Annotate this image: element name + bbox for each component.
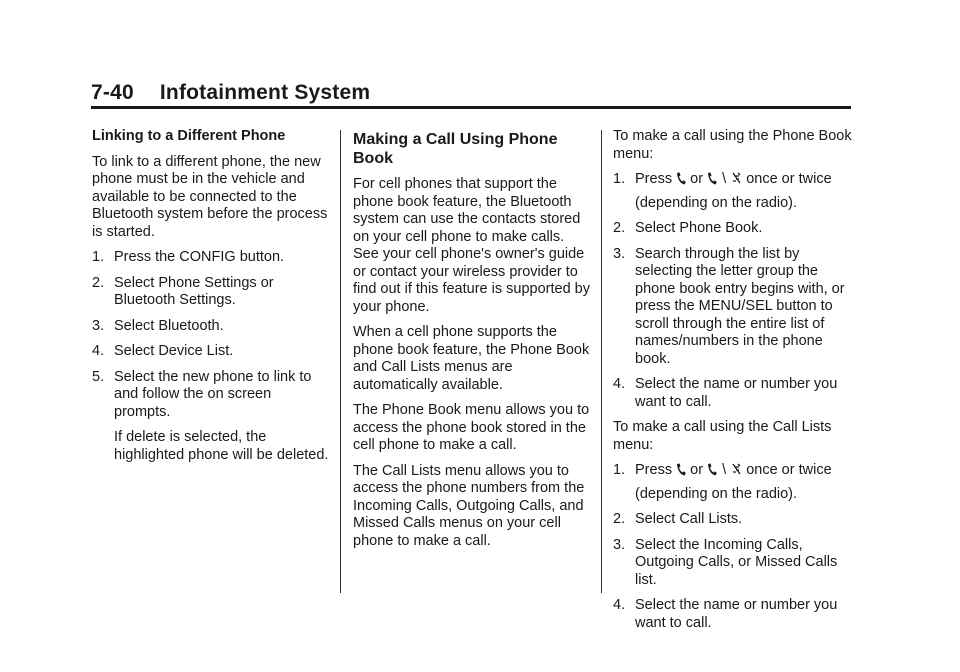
phone-icon	[707, 172, 717, 185]
phone-icon	[707, 463, 717, 476]
step-number: 5.	[92, 368, 105, 385]
step-tail: once or twice	[746, 462, 832, 478]
step-number: 4.	[92, 343, 105, 359]
step-number: 2.	[613, 220, 626, 236]
page-number: 7-40	[91, 81, 134, 104]
step-text: Select the Incoming Calls, Outgoing Calls, or Missed Calls list.	[635, 536, 838, 588]
page-header	[91, 80, 851, 106]
column-3	[613, 128, 853, 640]
list-item	[613, 597, 853, 632]
column-divider-1	[340, 130, 341, 593]
step-text: Select Call Lists.	[635, 511, 743, 527]
header-text	[91, 80, 851, 106]
step-subtext: (depending on the radio).	[635, 194, 798, 211]
phone-icon	[676, 463, 686, 476]
list-item	[92, 318, 330, 336]
delete-note: If delete is selected, the highlighted phone will be deleted.	[114, 429, 329, 463]
step-number: 1.	[613, 171, 626, 187]
phone-book-steps	[613, 171, 853, 411]
list-item	[613, 462, 853, 503]
header-rule	[91, 106, 851, 109]
step-text: Select Phone Book.	[635, 220, 763, 236]
or-word: or	[690, 171, 704, 187]
step-text: Select the new phone to link to and follow the on screen prompts.	[114, 368, 312, 420]
section-title-phone-book-call: Making a Call Using Phone Book	[353, 131, 558, 167]
step-number: 1.	[613, 462, 626, 478]
step-subtext: (depending on the radio).	[635, 485, 798, 502]
step-text: Select the name or number you want to call.	[635, 597, 838, 631]
list-item	[92, 369, 330, 422]
list-item	[613, 220, 853, 238]
column-divider-2	[601, 130, 602, 593]
step-text: Select Phone Settings or Bluetooth Settings.	[114, 274, 274, 308]
slash-separator: \	[722, 462, 727, 478]
step-tail: once or twice	[746, 171, 832, 187]
step-number: 3.	[613, 536, 626, 553]
chapter-title: Infotainment System	[159, 81, 371, 104]
phone-book-intro: To make a call using the Phone Book menu:	[613, 128, 852, 162]
list-item	[92, 249, 330, 267]
list-item	[92, 275, 330, 310]
slash-separator: \	[722, 171, 727, 187]
paragraph: The Phone Book menu allows you to access the phone book stored in the cell phone to make a call.	[353, 402, 590, 453]
step-number: 2.	[613, 511, 626, 527]
subhead-linking: Linking to a Different Phone	[92, 128, 286, 144]
step-number: 4.	[613, 376, 626, 392]
step-number: 3.	[92, 317, 105, 334]
step-number: 3.	[613, 245, 626, 262]
linking-steps	[92, 249, 330, 421]
step-text: Select Device List.	[114, 343, 234, 359]
press-word: Press	[635, 462, 673, 478]
step-text: Press the CONFIG button.	[114, 249, 285, 265]
list-item	[613, 511, 853, 529]
call-lists-steps	[613, 462, 853, 632]
paragraph: The Call Lists menu allows you to access the phone numbers from the Incoming Calls, Outgoing Calls, and Missed Calls menus on your cell phone to make a call.	[353, 462, 585, 549]
list-item	[613, 376, 853, 411]
list-item	[613, 537, 853, 590]
linking-intro: To link to a different phone, the new phone must be in the vehicle and available to be connected to the Bluetooth system before the process is started.	[92, 153, 328, 240]
paragraph: For cell phones that support the phone book feature, the Bluetooth system can use the contacts stored on your cell phone to make calls. See your cell phone's owner's guide or contact your wireless provider to find out if this feature is supported by your phone.	[353, 176, 590, 315]
mute-icon	[731, 172, 742, 185]
step-number: 1.	[92, 249, 105, 265]
step-number: 4.	[613, 597, 626, 613]
call-lists-intro: To make a call using the Call Lists menu:	[613, 419, 832, 453]
column-2	[353, 128, 593, 558]
paragraph: When a cell phone supports the phone book feature, the Phone Book and Call Lists menus are automatically available.	[353, 324, 590, 393]
step-text: Search through the list by selecting the letter group the phone book entry begins with, or press the MENU/SEL button to scroll through the entire list of names/numbers in the phone book.	[635, 245, 845, 367]
phone-icon	[676, 172, 686, 185]
step-number: 2.	[92, 274, 105, 291]
list-item	[613, 171, 853, 212]
list-item	[92, 343, 330, 361]
step-text: Select Bluetooth.	[114, 317, 224, 334]
list-item	[613, 246, 853, 369]
or-word: or	[690, 462, 704, 478]
step-text: Select the name or number you want to call.	[635, 376, 838, 410]
column-1	[92, 128, 330, 472]
press-word: Press	[635, 171, 673, 187]
mute-icon	[731, 463, 742, 476]
